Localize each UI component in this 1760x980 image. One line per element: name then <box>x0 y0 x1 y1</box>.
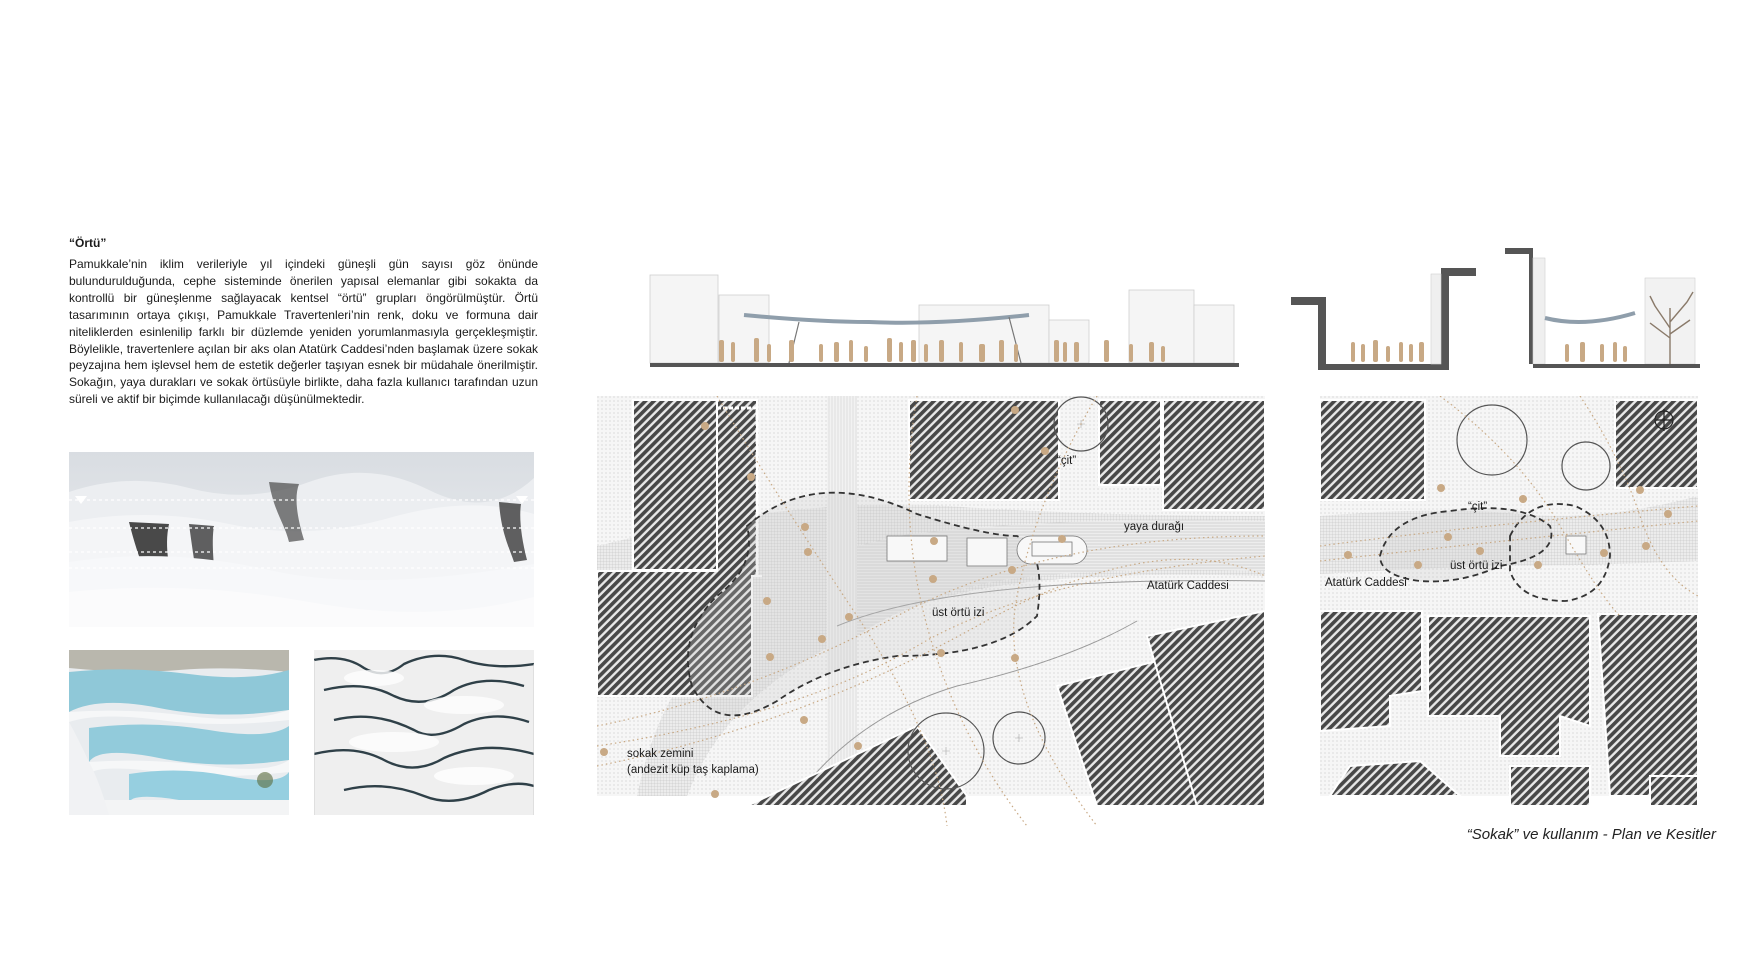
label-cit: “çit” <box>1057 455 1077 467</box>
label-ataturk-right: Atatürk Caddesi <box>1325 577 1407 589</box>
travertine-terraces-photo <box>69 452 534 627</box>
figure-caption: “Sokak” ve kullanım - Plan ve Kesitler <box>1466 826 1716 843</box>
description-paragraph: Pamukkale’nin iklim verileriyle yıl içindeki güneşli gün sayısı göz önünde bulundurulduğunda, cephe sisteminde önerilen yapısal elemanlar gibi sokakta da kontrollü bir güneşlenme sağlayacak kentsel “örtü” grupları öngörülmüştür. Örtü tasarımının ortaya çıkışı, Pamukkale Travertenleri’nin renk, doku ve formuna dair niteliklerden esinlenilip farklı bir düzlemde yeniden yorumlanmasıyla gerçekleşmiştir. Böylelikle, travertenlere açılan bir aks olan Atatürk Caddesi’nden başlamak üzere sokak peyzajına hem işlevsel hem de estetik değerler taşıyan esnek bir müdahale önerilmiştir. Sokağın, yaya durakları ve sokak örtüsüyle birlikte, daha fazla kullanıcı tarafından uzun süreli ve aktif bir biçimde kullanılacağı düşünülmektedir. <box>69 257 538 407</box>
label-sokak-zemini: sokak zemini <box>627 748 694 760</box>
travertine-pools-sketch <box>314 650 534 815</box>
label-ust-ortu-right: üst örtü izi <box>1450 560 1503 572</box>
label-yaya-duragi: yaya durağı <box>1124 521 1185 533</box>
street-section-long <box>649 270 1239 370</box>
site-plan-left <box>597 396 1265 826</box>
section-heading: “Örtü” <box>69 236 107 250</box>
label-sokak-zemini-material: (andezit küp taş kaplama) <box>627 764 759 776</box>
street-section-narrow <box>1291 262 1481 372</box>
label-ataturk-caddesi: Atatürk Caddesi <box>1147 580 1229 592</box>
travertine-pools-photo <box>69 650 289 815</box>
label-cit-right: “çit” <box>1468 501 1488 513</box>
label-ust-ortu: üst örtü izi <box>932 607 985 619</box>
site-plan-right <box>1320 396 1698 826</box>
street-section-canopy <box>1505 248 1700 373</box>
people-figures <box>719 338 1165 362</box>
